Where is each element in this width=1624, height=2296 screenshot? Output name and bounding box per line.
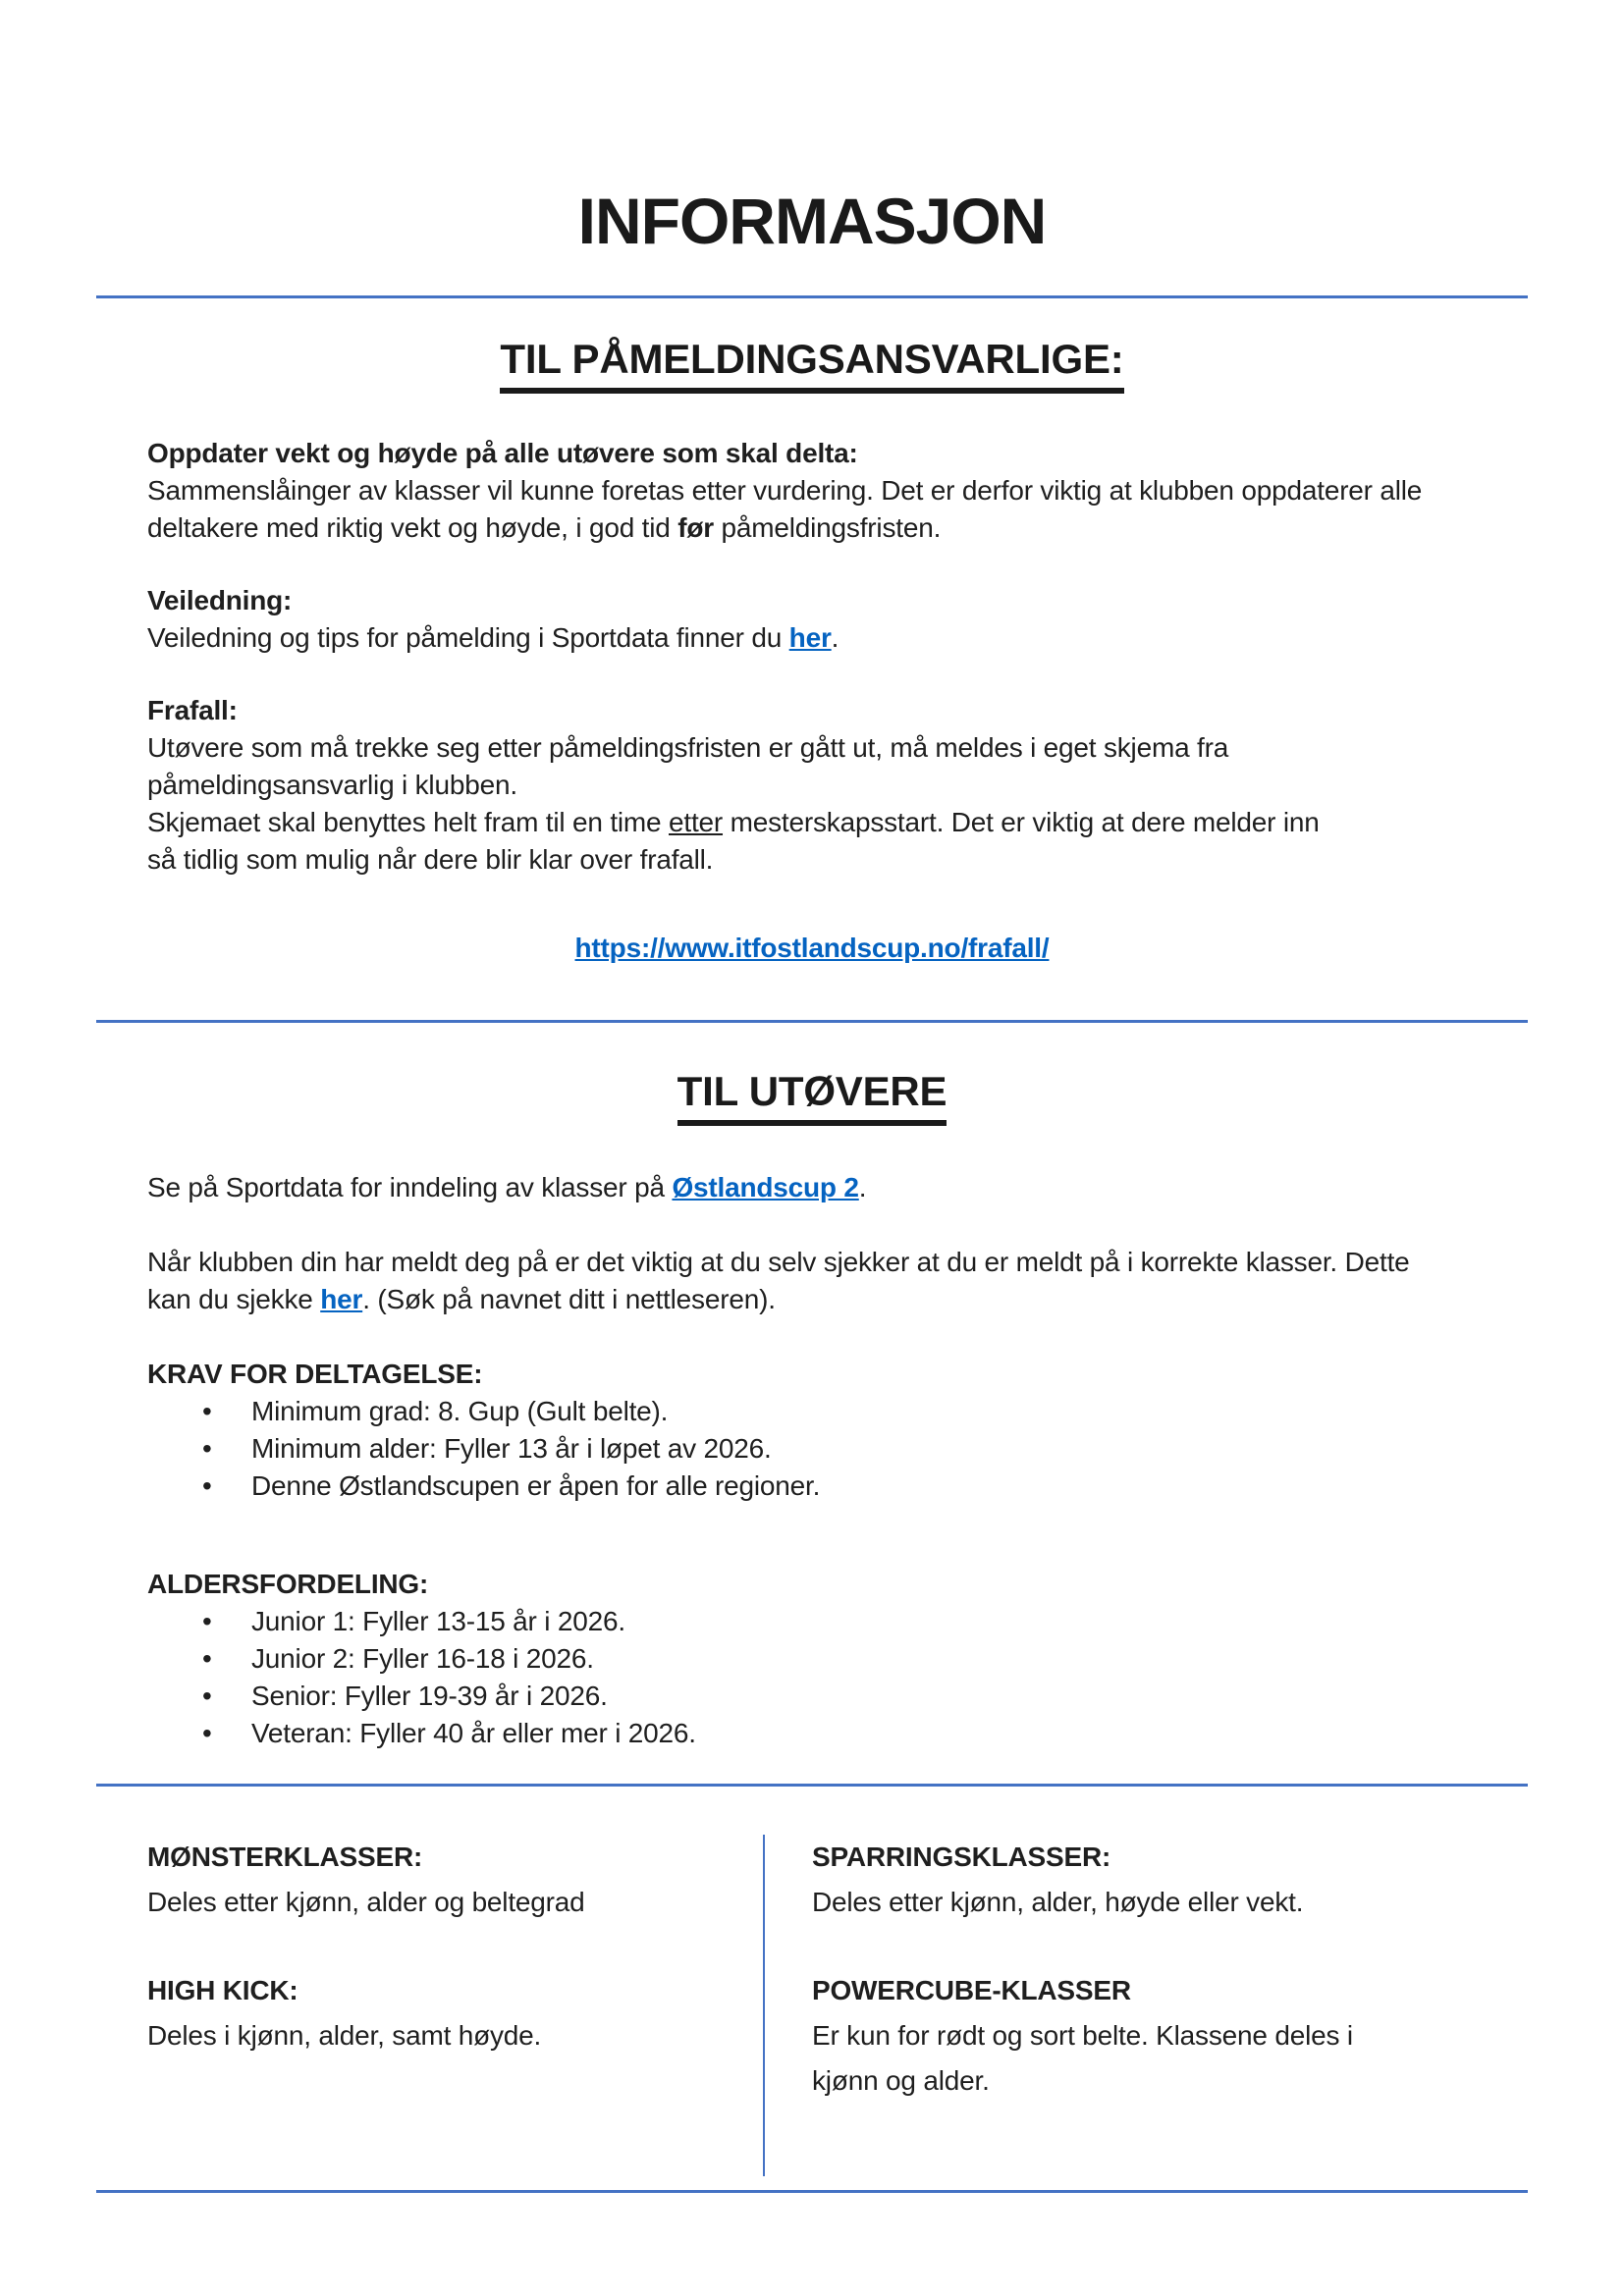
sparringsklasser-title: SPARRINGSKLASSER: (812, 1842, 1111, 1872)
high-kick-body: Deles i kjønn, alder, samt høyde. (147, 2020, 542, 2051)
para-frafall-line3 (147, 804, 1477, 841)
krav-section (147, 1356, 1477, 1505)
krav-list (147, 1393, 1477, 1505)
class-columns (147, 1811, 1479, 2176)
para-sjekk (147, 1244, 1477, 1318)
section-heading-utovere (147, 1066, 1477, 1126)
text-segment: kan du sjekke (147, 1284, 321, 1314)
column-right (765, 1835, 1479, 2176)
text-segment: . (831, 622, 839, 653)
divider-columns-top (96, 1784, 1528, 1787)
para-oppdater-line2 (147, 509, 1477, 547)
text-segment: . (858, 1172, 867, 1202)
text-segment: påmeldingsfristen. (713, 512, 942, 543)
high-kick-entry (147, 1968, 763, 2058)
list-item: • Senior: Fyller 19-39 år i 2026. (251, 1678, 1477, 1715)
text-segment-underline-etter: etter (669, 807, 724, 837)
aldersfordeling-title: ALDERSFORDELING: (147, 1569, 429, 1599)
para-sportdata-line (147, 1169, 1477, 1206)
para-frafall-line4: så tidlig som mulig når dere blir klar over frafall. (147, 844, 714, 875)
list-item: • Junior 1: Fyller 13-15 år i 2026. (251, 1603, 1477, 1640)
powercube-title: POWERCUBE-KLASSER (812, 1975, 1131, 2005)
para-frafall (147, 692, 1477, 879)
list-item: • Veteran: Fyller 40 år eller mer i 2026. (251, 1715, 1477, 1752)
column-left (147, 1835, 763, 2176)
krav-title: KRAV FOR DELTAGELSE: (147, 1359, 483, 1389)
her-link-sjekk[interactable]: her (320, 1284, 363, 1314)
section-heading-text: TIL UTØVERE (677, 1066, 947, 1126)
para-oppdater (147, 435, 1477, 547)
list-item: • Junior 2: Fyller 16-18 i 2026. (251, 1640, 1477, 1678)
high-kick-title: HIGH KICK: (147, 1975, 298, 2005)
divider-top (96, 295, 1528, 298)
list-item: • Minimum alder: Fyller 13 år i løpet av 2026. (251, 1430, 1477, 1468)
frafall-url-link[interactable]: https://www.itfostlandscup.no/frafall/ (574, 933, 1050, 963)
monsterklasser-body: Deles etter kjønn, alder og beltegrad (147, 1887, 585, 1917)
para-frafall-line1: Utøvere som må trekke seg etter påmeldingsfristen er gått ut, må meldes i eget skjema fra (147, 732, 1229, 763)
her-link-veiledning[interactable]: her (788, 622, 832, 653)
sparringsklasser-body: Deles etter kjønn, alder, høyde eller vekt. (812, 1887, 1304, 1917)
para-sjekk-line1: Når klubben din har meldt deg på er det viktig at du selv sjekker at du er meldt på i korrekte klasser. Dette (147, 1247, 1410, 1277)
section-heading-pameldingsansvarlige (147, 334, 1477, 394)
para-oppdater-line1: Sammenslåinger av klasser vil kunne foretas etter vurdering. Det er derfor viktig at klubben oppdaterer alle (147, 475, 1423, 506)
text-segment: . (Søk på navnet ditt i nettleseren). (362, 1284, 776, 1314)
text-segment: mesterskapsstart. Det er viktig at dere melder inn (723, 807, 1320, 837)
para-frafall-title: Frafall: (147, 695, 238, 725)
powercube-body-line1: Er kun for rødt og sort belte. Klassene deles i (812, 2020, 1353, 2051)
para-sjekk-line2 (147, 1281, 1477, 1318)
sparringsklasser-entry (812, 1835, 1479, 1925)
text-segment: deltakere med riktig vekt og høyde, i god tid (147, 512, 678, 543)
list-item: • Denne Østlandscupen er åpen for alle regioner. (251, 1468, 1477, 1505)
divider-middle (96, 1020, 1528, 1023)
list-item: • Minimum grad: 8. Gup (Gult belte). (251, 1393, 1477, 1430)
frafall-url-line (147, 930, 1477, 967)
divider-bottom (96, 2190, 1528, 2193)
aldersfordeling-section (147, 1566, 1477, 1752)
page-title: INFORMASJON (577, 185, 1047, 257)
monsterklasser-entry (147, 1835, 763, 1925)
section-heading-text: TIL PÅMELDINGSANSVARLIGE: (500, 334, 1123, 394)
para-oppdater-title: Oppdater vekt og høyde på alle utøvere som skal delta: (147, 438, 858, 468)
text-segment: Se på Sportdata for inndeling av klasser på (147, 1172, 673, 1202)
monsterklasser-title: MØNSTERKLASSER: (147, 1842, 423, 1872)
text-segment: Veiledning og tips for påmelding i Sportdata finner du (147, 622, 789, 653)
para-veiledning-line1 (147, 619, 1477, 657)
aldersfordeling-list (147, 1603, 1477, 1752)
para-veiledning-title: Veiledning: (147, 585, 293, 615)
para-veiledning (147, 582, 1477, 657)
para-sportdata-intro (147, 1169, 1477, 1206)
para-frafall-line2: påmeldingsansvarlig i klubben. (147, 770, 517, 800)
text-segment: Skjemaet skal benyttes helt fram til en time (147, 807, 669, 837)
text-segment-bold-for: før (677, 512, 714, 543)
powercube-body-line2: kjønn og alder. (812, 2065, 990, 2096)
ostlandscup-2-link[interactable]: Østlandscup 2 (672, 1172, 859, 1202)
powercube-entry (812, 1968, 1479, 2104)
